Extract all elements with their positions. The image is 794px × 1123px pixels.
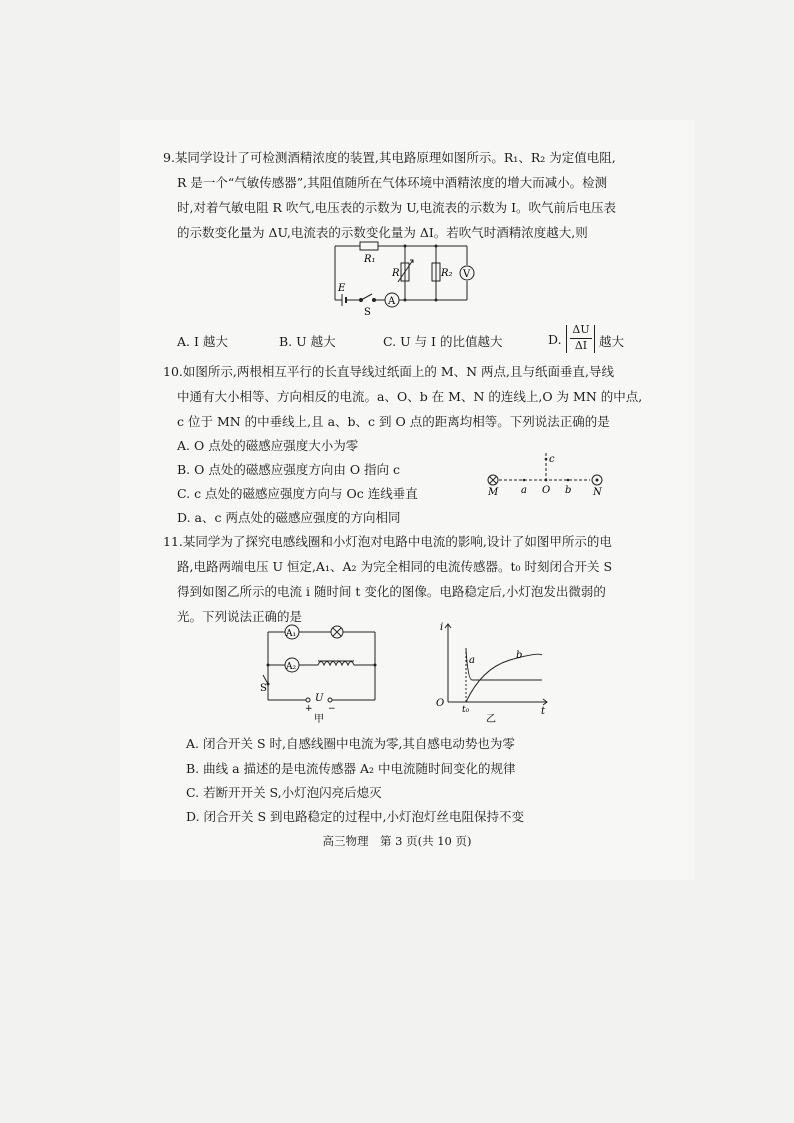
voltmeter-label: V <box>463 269 471 280</box>
figure-yi-caption: 乙 <box>486 714 496 725</box>
label-m: M <box>488 487 499 498</box>
q11-line-1: 11.某同学为了探究电感线圈和小灯泡对电路中电流的影响,设计了如图甲所示的电 <box>163 534 612 549</box>
curve-b-label: b <box>516 650 523 661</box>
q11-option-c: C. 若断开开关 S,小灯泡闪亮后熄灭 <box>186 785 382 800</box>
axis-i-label: i <box>440 622 444 633</box>
abs-bar-left <box>566 325 569 353</box>
origin-label: O <box>436 698 445 709</box>
q10-option-b: B. O 点处的磁感应强度方向由 O 指向 c <box>177 462 401 477</box>
sensor-a1-label: A₁ <box>286 629 297 639</box>
plus-terminal-label: + <box>305 704 313 714</box>
curve-a-label: a <box>469 655 475 666</box>
r1-resistor <box>360 242 378 250</box>
q11-line-3: 得到如图乙所示的电流 i 随时间 t 变化的图像。电路稳定后,小灯泡发出微弱的 <box>177 584 606 599</box>
r2-label: R₂ <box>441 268 453 279</box>
label-b: b <box>565 485 572 496</box>
page-footer: 高三物理 第 3 页(共 10 页) <box>322 834 472 848</box>
voltage-u-label: U <box>315 693 324 704</box>
minus-terminal-label: − <box>328 704 336 714</box>
q11-option-a: A. 闭合开关 S 时,自感线圈中电流为零,其自感电动势也为零 <box>186 736 515 751</box>
abs-bar-right <box>594 325 597 353</box>
q9-line-2: R 是一个“气敏传感器”,其阻值随所在气体环境中酒精浓度的增大而减小。检测 <box>177 175 608 190</box>
q9-option-a: A. I 越大 <box>177 334 228 349</box>
q9-line-3: 时,对着气敏电阻 R 吹气,电压表的示数为 U,电流表的示数为 I。吹气前后电压表 <box>177 200 617 215</box>
q10-line-3: c 位于 MN 的中垂线上,且 a、b、c 到 O 点的距离均相等。下列说法正确的是 <box>177 414 610 429</box>
q11-figure-yi-graph <box>430 618 555 725</box>
q9-line-1: 9.某同学设计了可检测酒精浓度的装置,其电路原理如图所示。R₁、R₂ 为定值电阻, <box>163 150 616 165</box>
q9-option-c: C. U 与 I 的比值越大 <box>383 334 503 349</box>
switch-label: S <box>364 307 371 318</box>
q11-option-d: D. 闭合开关 S 到电路稳定的过程中,小灯泡灯丝电阻保持不变 <box>186 809 525 824</box>
inductor-coil-icon <box>318 662 354 666</box>
q11-line-4: 光。下列说法正确的是 <box>177 609 303 624</box>
sensor-a2-label: A₂ <box>286 662 297 672</box>
q10-option-a: A. O 点处的磁感应强度大小为零 <box>177 438 359 453</box>
q10-field-figure <box>478 448 608 500</box>
q9-option-d-prefix: D. <box>548 332 562 347</box>
t0-label: t₀ <box>462 705 470 715</box>
figure-jia-caption: 甲 <box>314 714 324 725</box>
r1-label: R₁ <box>364 254 376 265</box>
q9-option-b: B. U 越大 <box>279 334 336 349</box>
q9-option-d-denominator: ΔI <box>574 339 588 352</box>
q10-line-2: 中通有大小相等、方向相反的电流。a、O、b 在 M、N 的连线上,O 为 MN 的中点, <box>177 389 643 404</box>
q11-option-b: B. 曲线 a 描述的是电流传感器 A₂ 中电流随时间变化的规律 <box>186 761 516 776</box>
battery-label: E <box>338 283 346 294</box>
q10-line-1: 10.如图所示,两根相互平行的长直导线过纸面上的 M、N 两点,且与纸面垂直,导线 <box>163 364 614 379</box>
q9-circuit-figure <box>330 238 475 318</box>
q11-figure-jia <box>260 620 385 725</box>
r-label: R <box>392 268 400 279</box>
q10-option-c: C. c 点处的磁感应强度方向与 Oc 连线垂直 <box>177 486 418 501</box>
curve-b <box>466 654 542 702</box>
switch-s-label: S <box>260 683 267 694</box>
q10-option-d: D. a、c 两点处的磁感应强度的方向相同 <box>177 510 401 525</box>
ammeter-label: A <box>388 296 396 307</box>
axis-t-label: t <box>541 706 546 717</box>
q9-line-4: 的示数变化量为 ΔU,电流表的示数变化量为 ΔI。若吹气时酒精浓度越大,则 <box>177 225 588 240</box>
q11-line-2: 路,电路两端电压 U 恒定,A₁、A₂ 为完全相同的电流传感器。t₀ 时刻闭合开关 S <box>177 559 613 574</box>
q9-option-d-suffix: 越大 <box>599 334 625 349</box>
label-c: c <box>549 454 555 465</box>
label-o: O <box>542 485 551 496</box>
label-a: a <box>521 485 527 496</box>
q9-option-d-numerator: ΔU <box>572 323 590 336</box>
label-n: N <box>593 487 602 498</box>
